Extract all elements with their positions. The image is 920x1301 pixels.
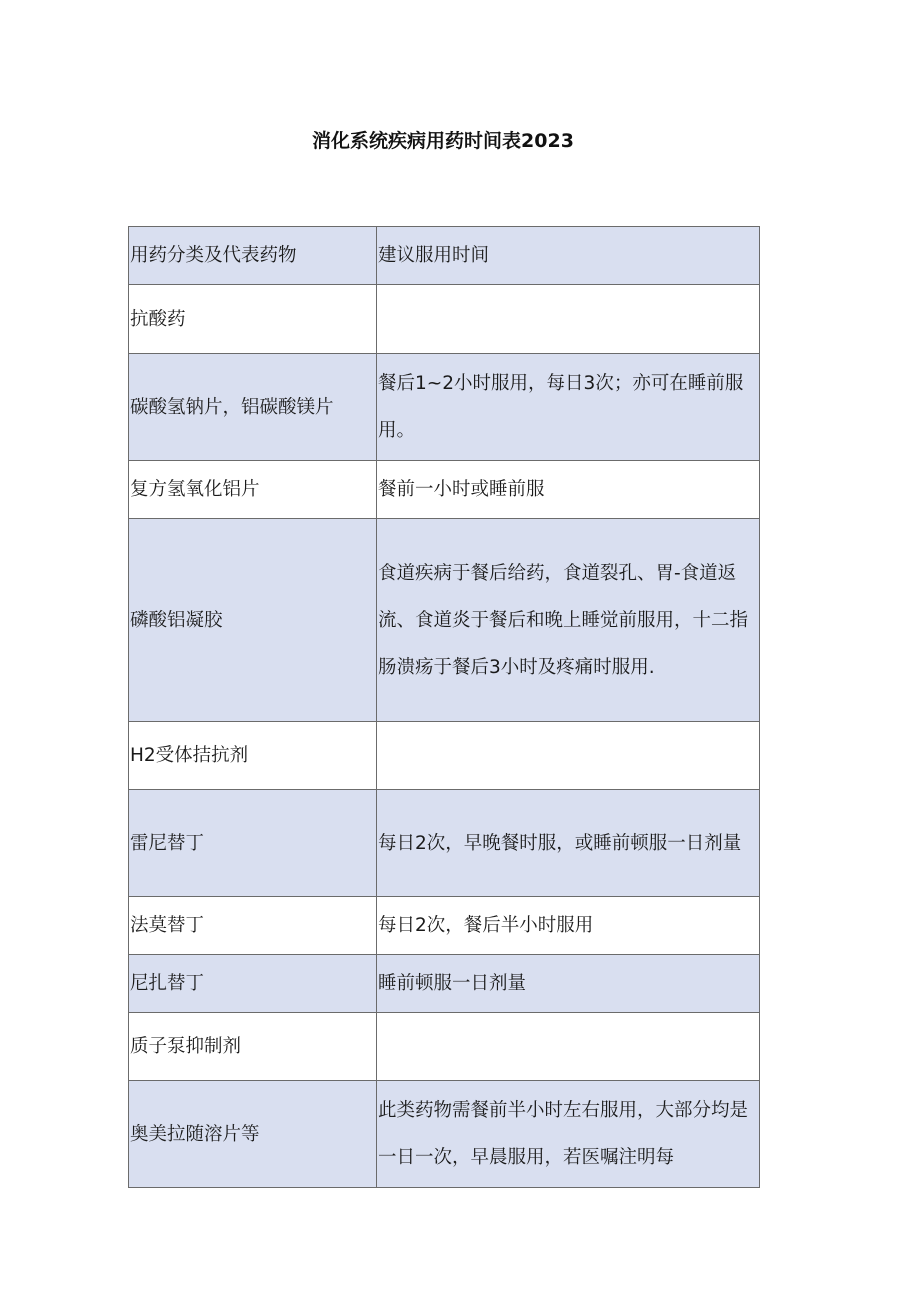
table-row xyxy=(129,519,760,722)
table-row xyxy=(129,790,760,897)
table-row xyxy=(129,722,760,790)
drug-cell: 雷尼替丁 xyxy=(129,790,377,897)
timing-cell: 此类药物需餐前半小时左右服用，大部分均是一日一次，早晨服用，若医嘱注明每 xyxy=(377,1081,760,1188)
table-row xyxy=(129,955,760,1013)
table-row xyxy=(129,1013,760,1081)
drug-cell: H2受体拮抗剂 xyxy=(129,722,377,790)
table-header-row xyxy=(129,227,760,285)
drug-cell: 碳酸氢钠片，铝碳酸镁片 xyxy=(129,354,377,461)
drug-cell: 磷酸铝凝胶 xyxy=(129,519,377,722)
drug-cell: 法莫替丁 xyxy=(129,897,377,955)
timing-cell: 食道疾病于餐后给药，食道裂孔、胃-食道返流、食道炎于餐后和晚上睡觉前服用，十二指肠溃疡于餐后3小时及疼痛时服用. xyxy=(377,519,760,722)
drug-cell: 质子泵抑制剂 xyxy=(129,1013,377,1081)
timing-cell: 每日2次，早晚餐时服，或睡前顿服一日剂量 xyxy=(377,790,760,897)
table-row xyxy=(129,461,760,519)
timing-cell: 餐前一小时或睡前服 xyxy=(377,461,760,519)
page-title: 消化系统疾病用药时间表2023 xyxy=(312,130,574,152)
table-row xyxy=(129,1081,760,1188)
timing-cell xyxy=(377,285,760,354)
medication-schedule-table xyxy=(128,226,760,1188)
drug-cell: 复方氢氧化铝片 xyxy=(129,461,377,519)
timing-cell: 睡前顿服一日剂量 xyxy=(377,955,760,1013)
drug-cell: 抗酸药 xyxy=(129,285,377,354)
table-row xyxy=(129,897,760,955)
timing-cell: 每日2次，餐后半小时服用 xyxy=(377,897,760,955)
timing-cell xyxy=(377,1013,760,1081)
header-timing: 建议服用时间 xyxy=(377,227,760,285)
timing-cell: 餐后1~2小时服用，每日3次；亦可在睡前服用。 xyxy=(377,354,760,461)
drug-cell: 奥美拉随溶片等 xyxy=(129,1081,377,1188)
header-drug-category: 用药分类及代表药物 xyxy=(129,227,377,285)
table-row xyxy=(129,285,760,354)
table-row xyxy=(129,354,760,461)
timing-cell xyxy=(377,722,760,790)
drug-cell: 尼扎替丁 xyxy=(129,955,377,1013)
